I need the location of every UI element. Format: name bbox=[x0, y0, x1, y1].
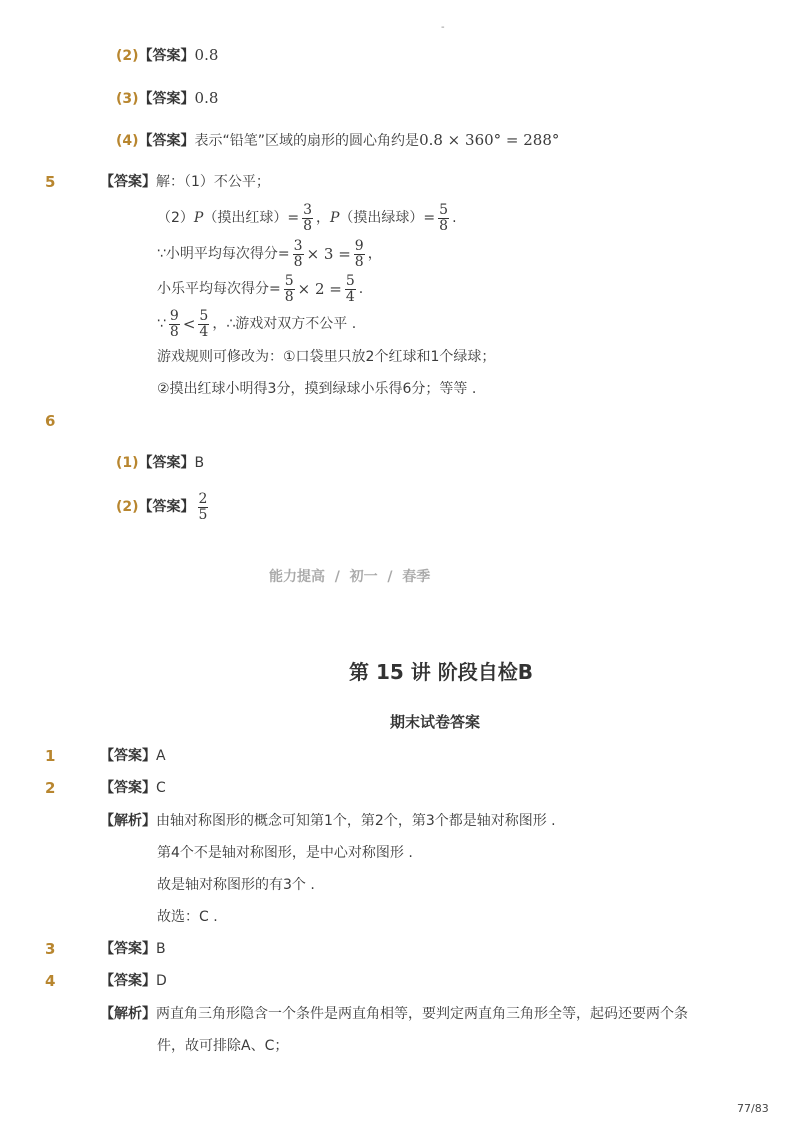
lecture-title: 第 15 讲 阶段自检B bbox=[349, 660, 533, 684]
question-number-4: 4 bbox=[45, 972, 56, 990]
answer-text: 表示“铅笔”区域的扇形的圆心角约是 bbox=[194, 133, 420, 149]
analysis-2-line1: 【解析】由轴对称图形的概念可知第1个，第2个，第3个都是轴对称图形 . bbox=[100, 813, 556, 829]
answer-math: 0.8 × 360° = 288° bbox=[419, 131, 560, 149]
sub-label: (4) bbox=[116, 133, 139, 149]
fraction-green: $\frac{5}{8}$ bbox=[439, 201, 449, 234]
answer-value: 0.8 bbox=[194, 89, 219, 107]
analysis-2-line2: 第4个不是轴对称图形，是中心对称图形 . bbox=[157, 845, 413, 861]
analysis-tag: 【解析】 bbox=[100, 1006, 156, 1022]
q5-line4: 小乐平均每次得分= $\frac{5}{8}$ × 2 = $\frac{5}{4}$ . bbox=[157, 272, 364, 305]
analysis-tag: 【解析】 bbox=[100, 813, 156, 829]
analysis-2-line4: 故选：C . bbox=[157, 909, 218, 925]
sub-answer-4 bbox=[116, 130, 559, 151]
answer-4: 【答案】D bbox=[100, 973, 167, 989]
answer-tag: 【答案】 bbox=[100, 174, 156, 190]
answer-tag: 【答案】 bbox=[138, 499, 195, 515]
section-title: 期末试卷答案 bbox=[390, 713, 481, 731]
analysis-2-line3: 故是轴对称图形的有3个 . bbox=[157, 877, 315, 893]
top-mark: - bbox=[441, 22, 445, 33]
sub-answer-3 bbox=[116, 88, 218, 109]
answer-value: 0.8 bbox=[194, 46, 219, 64]
page-number: 77/83 bbox=[737, 1102, 769, 1115]
breadcrumb-sep-2: / bbox=[387, 569, 393, 585]
sub-label: (3) bbox=[116, 91, 139, 107]
question-number-6: 6 bbox=[45, 412, 56, 430]
analysis-4-line2: 件，故可排除A、C； bbox=[157, 1038, 289, 1054]
answer-2: 【答案】C bbox=[100, 780, 166, 796]
question-number-1: 1 bbox=[45, 747, 56, 765]
question-number-2: 2 bbox=[45, 779, 56, 797]
q5-line3: ∵小明平均每次得分= $\frac{3}{8}$ × 3 = $\frac{9}{8}$ ， bbox=[157, 237, 382, 270]
q5-line7: ②摸出红球小明得3分，摸到绿球小乐得6分；等等 . bbox=[157, 381, 477, 397]
fraction-red: $\frac{3}{8}$ bbox=[303, 201, 312, 234]
sub-label: (2) bbox=[116, 48, 139, 64]
q5-line2: （2） P （摸出红球）= $\frac{3}{8}$ ， P （摸出绿球）= $\frac{5}{8}$ . bbox=[157, 201, 457, 234]
answer-tag: 【答案】 bbox=[138, 91, 195, 107]
q5-line5: ∵ $\frac{9}{8}$ < $\frac{5}{4}$ ，∴游戏对双方不公平 . bbox=[157, 307, 357, 340]
answer-tag: 【答案】 bbox=[138, 48, 195, 64]
sub-answer-2 bbox=[116, 45, 218, 66]
answer-3: 【答案】B bbox=[100, 941, 166, 957]
q5-line1: 【答案】解：（1）不公平； bbox=[100, 174, 270, 190]
q6-sub1: (1)【答案】B bbox=[116, 455, 205, 471]
question-number-5: 5 bbox=[45, 173, 56, 191]
answer-1: 【答案】A bbox=[100, 748, 166, 764]
answer-tag: 【答案】 bbox=[138, 133, 195, 149]
q5-line6: 游戏规则可修改为：①口袋里只放2个红球和1个绿球； bbox=[157, 349, 496, 365]
analysis-4-line1: 【解析】两直角三角形隐含一个条件是两直角相等，要判定两直角三角形全等，起码还要两个条 bbox=[100, 1006, 688, 1022]
question-number-3: 3 bbox=[45, 940, 56, 958]
q6-sub2: (2) 【答案】 $\frac{2}{5}$ bbox=[116, 490, 208, 523]
answer-tag: 【答案】 bbox=[138, 455, 195, 471]
breadcrumb: 能力提高 / 初一 / 春季 bbox=[269, 569, 431, 585]
